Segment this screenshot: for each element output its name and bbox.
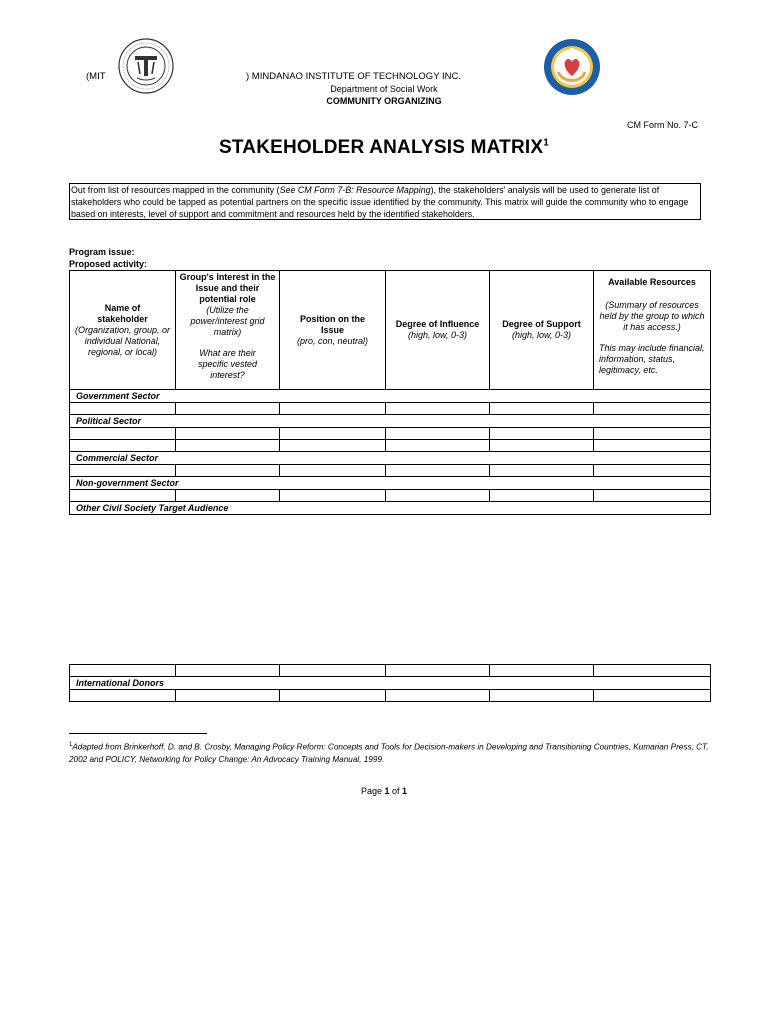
social-work-seal-icon [543, 38, 601, 96]
table-row [70, 428, 711, 440]
institute-name: ) MINDANAO INSTITUTE OF TECHNOLOGY INC. [246, 71, 461, 82]
table-row [70, 403, 711, 415]
stakeholder-matrix [69, 270, 711, 515]
proposed-activity-label: Proposed activity: [69, 259, 148, 269]
col-header-influence: Degree of Influence (high, low, 0-3) [386, 271, 490, 390]
table-row [70, 665, 711, 677]
table-row [70, 490, 711, 502]
matrix-header-row [70, 271, 711, 390]
title-footnote-ref: 1 [543, 137, 549, 149]
col-header-interest: Group's Interest in the Issue and their potential role (Utilize the power/interest grid matrix) What are their specific vested interest? [176, 271, 280, 390]
table-row [70, 440, 711, 452]
section-civil-society: Other Civil Society Target Audience [70, 502, 711, 515]
section-government: Government Sector [70, 390, 711, 403]
page-title: STAKEHOLDER ANALYSIS MATRIX$^1$ [219, 137, 549, 158]
section-ngo: Non-government Sector [70, 477, 711, 490]
program-issue-label: Program issue: [69, 247, 135, 257]
section-commercial: Commercial Sector [70, 452, 711, 465]
col-header-resources: Available Resources (Summary of resources held by the group to which it has access.) This may include financial, information, status, legitimacy, etc. [594, 271, 711, 390]
mit-acronym-open: (MIT [86, 71, 106, 82]
col-header-name: Name of stakeholder (Organization, group, or individual National, regional, or local) [70, 271, 176, 390]
form-number: CM Form No. 7-C [626, 120, 698, 130]
section-political: Political Sector [70, 415, 711, 428]
footnote-divider [69, 733, 207, 734]
intro-text-box: Out from list of resources mapped in the community (See CM Form 7-B: Resource Mapping), the stakeholders' analysis will be used to generate list of stakeholders who could be tapped as potential partners on the specific issue identified by the community. This matrix will guide the community who to engage based on interests, level of support and commitment and resources held by the identified stakeholders. [69, 183, 701, 220]
table-row [70, 690, 711, 702]
footnote: $^1$Adapted from Brinkerhoff, D. and B. Crosby, Managing Policy Reform: Concepts and Tools for Decision-makers in Developing and Transitioning Countries, Kumarian Press, CT, 2002 and POLICY, Networking for Policy Change: An Advocacy Training Manual, 1999. [69, 742, 709, 764]
col-header-support: Degree of Support (high, low, 0-3) [490, 271, 594, 390]
department-name: Department of Social Work [330, 84, 438, 94]
stakeholder-matrix-continued [69, 664, 711, 702]
course-name: COMMUNITY ORGANIZING [326, 96, 442, 106]
table-row [70, 465, 711, 477]
section-international-donors: International Donors [70, 677, 711, 690]
page-number: Page 1 of 1 [360, 786, 408, 796]
col-header-position: Position on the Issue (pro, con, neutral) [280, 271, 386, 390]
